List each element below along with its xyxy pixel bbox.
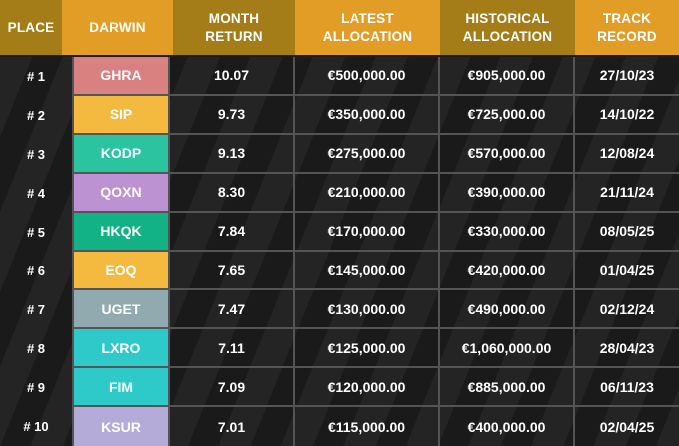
latest-allocation-cell: €500,000.00 [295,57,440,96]
latest-allocation-cell: €130,000.00 [295,290,440,329]
table-row [0,96,679,135]
place-cell: # 6 [26,263,46,279]
latest-allocation-cell: €120,000.00 [295,368,440,407]
latest-allocation-cell: €125,000.00 [295,329,440,368]
latest-allocation-cell: €210,000.00 [295,174,440,213]
place-cell: # 10 [23,419,49,435]
track-record-cell: 06/11/23 [575,368,679,407]
header-place: PLACE [0,0,62,55]
table-body [0,57,679,446]
track-record-cell: 28/04/23 [575,329,679,368]
table-row [0,135,679,174]
darwin-badge[interactable]: UGET [72,290,170,329]
table-row [0,290,679,329]
historical-allocation-cell: €725,000.00 [440,96,575,135]
latest-allocation-cell: €145,000.00 [295,252,440,291]
latest-allocation-cell: €275,000.00 [295,135,440,174]
header-darwin: DARWIN [62,0,173,55]
table-header [0,0,679,57]
darwin-badge[interactable]: FIM [72,368,170,407]
track-record-cell: 14/10/22 [575,96,679,135]
month-return-cell: 9.13 [170,135,295,174]
latest-allocation-cell: €115,000.00 [295,407,440,446]
header-historical-allocation: HISTORICAL ALLOCATION [440,0,575,55]
place-cell: # 1 [26,68,46,84]
place-cell: # 3 [26,146,46,162]
darwin-badge[interactable]: GHRA [72,57,170,96]
table-row [0,213,679,252]
table-row [0,57,679,96]
month-return-cell: 9.73 [170,96,295,135]
table-row [0,174,679,213]
month-return-cell: 7.09 [170,368,295,407]
historical-allocation-cell: €570,000.00 [440,135,575,174]
historical-allocation-cell: €490,000.00 [440,290,575,329]
month-return-cell: 7.01 [170,407,295,446]
darwin-badge[interactable]: LXRO [72,329,170,368]
place-cell: # 7 [26,302,46,318]
month-return-cell: 7.11 [170,329,295,368]
month-return-cell: 7.65 [170,252,295,291]
historical-allocation-cell: €420,000.00 [440,252,575,291]
historical-allocation-cell: €1,060,000.00 [440,329,575,368]
place-cell: # 2 [26,107,46,123]
table-row [0,368,679,407]
historical-allocation-cell: €400,000.00 [440,407,575,446]
historical-allocation-cell: €905,000.00 [440,57,575,96]
track-record-cell: 21/11/24 [575,174,679,213]
track-record-cell: 01/04/25 [575,252,679,291]
table-row [0,252,679,291]
latest-allocation-cell: €170,000.00 [295,213,440,252]
header-latest-allocation: LATEST ALLOCATION [295,0,440,55]
darwin-badge[interactable]: EOQ [72,252,170,291]
latest-allocation-cell: €350,000.00 [295,96,440,135]
place-cell: # 5 [26,224,46,240]
month-return-cell: 8.30 [170,174,295,213]
header-month-return: MONTH RETURN [173,0,295,55]
place-cell: # 9 [26,380,46,396]
historical-allocation-cell: €885,000.00 [440,368,575,407]
track-record-cell: 12/08/24 [575,135,679,174]
month-return-cell: 10.07 [170,57,295,96]
darwin-badge[interactable]: KODP [72,135,170,174]
track-record-cell: 02/12/24 [575,290,679,329]
track-record-cell: 02/04/25 [599,418,655,435]
darwin-badge[interactable]: QOXN [72,174,170,213]
header-track-record: TRACK RECORD [575,0,679,55]
darwin-badge[interactable]: SIP [72,96,170,135]
month-return-cell: 7.84 [170,213,295,252]
darwin-badge[interactable]: HKQK [72,213,170,252]
historical-allocation-cell: €390,000.00 [440,174,575,213]
table-row [0,329,679,368]
table-row [0,407,679,446]
place-cell: # 8 [26,341,46,357]
month-return-cell: 7.47 [170,290,295,329]
historical-allocation-cell: €330,000.00 [440,213,575,252]
track-record-cell: 08/05/25 [575,213,679,252]
place-cell: # 4 [26,185,46,201]
darwin-badge[interactable]: KSUR [72,407,170,446]
track-record-cell: 27/10/23 [575,57,679,96]
